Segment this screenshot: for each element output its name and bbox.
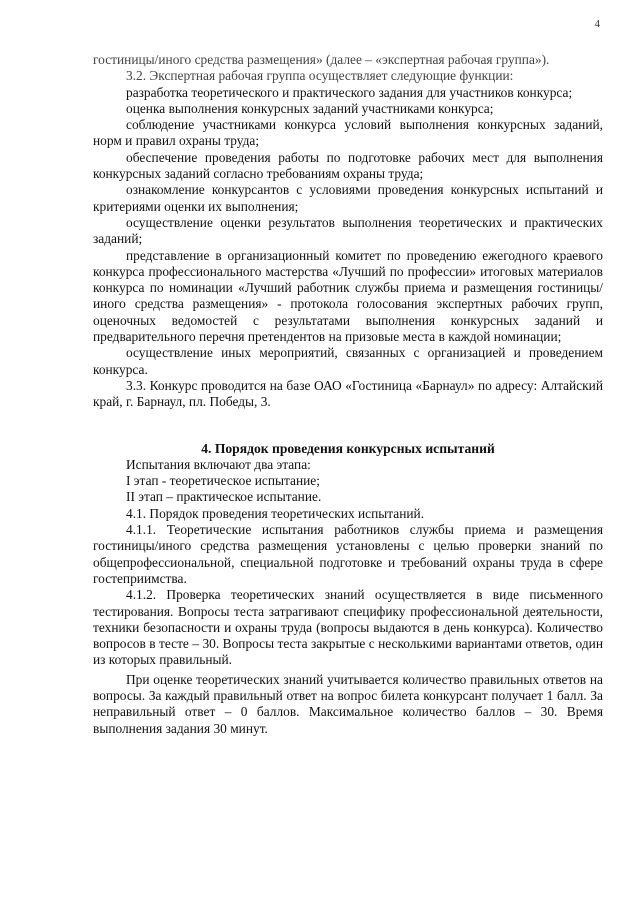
paragraph: осуществление иных мероприятий, связанных с организацией и проведением конкурса. [93,345,603,377]
paragraph: 3.3. Конкурс проводится на базе ОАО «Гостиница «Барнаул» по адресу: Алтайский край, г. Барнаул, пл. Победы, 3. [93,377,603,410]
paragraph: разработка теоретического и практического задания для участников конкурса; [126,84,573,100]
paragraph: гостиницы/иного средства размещения» (далее – «экспертная рабочая группа»). [93,52,550,67]
paragraph: 3.2. Экспертная рабочая группа осуществляет следующие функции: [126,68,514,84]
paragraph: При оценке теоретических знаний учитывается количество правильных ответов на вопросы. За каждый правильный ответ на вопрос билета конкурсант получает 1 балл. За неправильный ответ – 0 баллов. Максимальное количество баллов – 30. Время выполнения задания 30 минут. [93,671,603,736]
paragraph: оценка выполнения конкурсных заданий участниками конкурса; [126,100,494,116]
paragraph: II этап – практическое испытание. [126,489,322,505]
page-number: 4 [594,18,600,30]
paragraph: 4.1.2. Проверка теоретических знаний осуществляется в виде письменного тестирования. Вопросы теста затрагивают специфику профессиональной деятельности, техники безопасности и охраны труда (вопросы выдаются в день конкурса). Количество вопросов в тесте – 30. Вопросы теста закрытые с несколькими вариантами ответов, один из которых правильный. [93,587,603,668]
paragraph: 4.1.1. Теоретические испытания работников службы приема и размещения гостиницы/иного средства размещения установлены с целью проверки знаний по общепрофессиональной, специальной подготовке и требований охраны труда в сфере гостеприимства. [93,522,603,586]
paragraph: Испытания включают два этапа: [126,456,311,472]
document-body [93,52,603,737]
section-heading: 4. Порядок проведения конкурсных испытаний [201,440,495,456]
paragraph: обеспечение проведения работы по подготовке рабочих мест для выполнения конкурсных заданий согласно требованиям охраны труда; [93,149,603,182]
paragraph: I этап - теоретическое испытание; [126,473,320,489]
paragraph: ознакомление конкурсантов с условиями проведения конкурсных испытаний и критериями оценки их выполнения; [93,182,603,214]
paragraph: 4.1. Порядок проведения теоретических испытаний. [126,505,425,521]
paragraph: представление в организационный комитет по проведению ежегодного краевого конкурса профессионального мастерства «Лучший по профессии» итоговых материалов конкурса по номинации «Лучший работник службы приема и размещения гостиницы/иного средства размещения» - протокола голосования экспертных рабочих групп, оценочных ведомостей с результатами выполнения конкурсных заданий и предварительного перечня претендентов на призовые места в каждой номинации; [93,247,603,345]
paragraph: соблюдение участниками конкурса условий выполнения конкурсных заданий, норм и правил охраны труда; [93,117,603,149]
paragraph: осуществление оценки результатов выполнения теоретических и практических заданий; [93,214,603,247]
